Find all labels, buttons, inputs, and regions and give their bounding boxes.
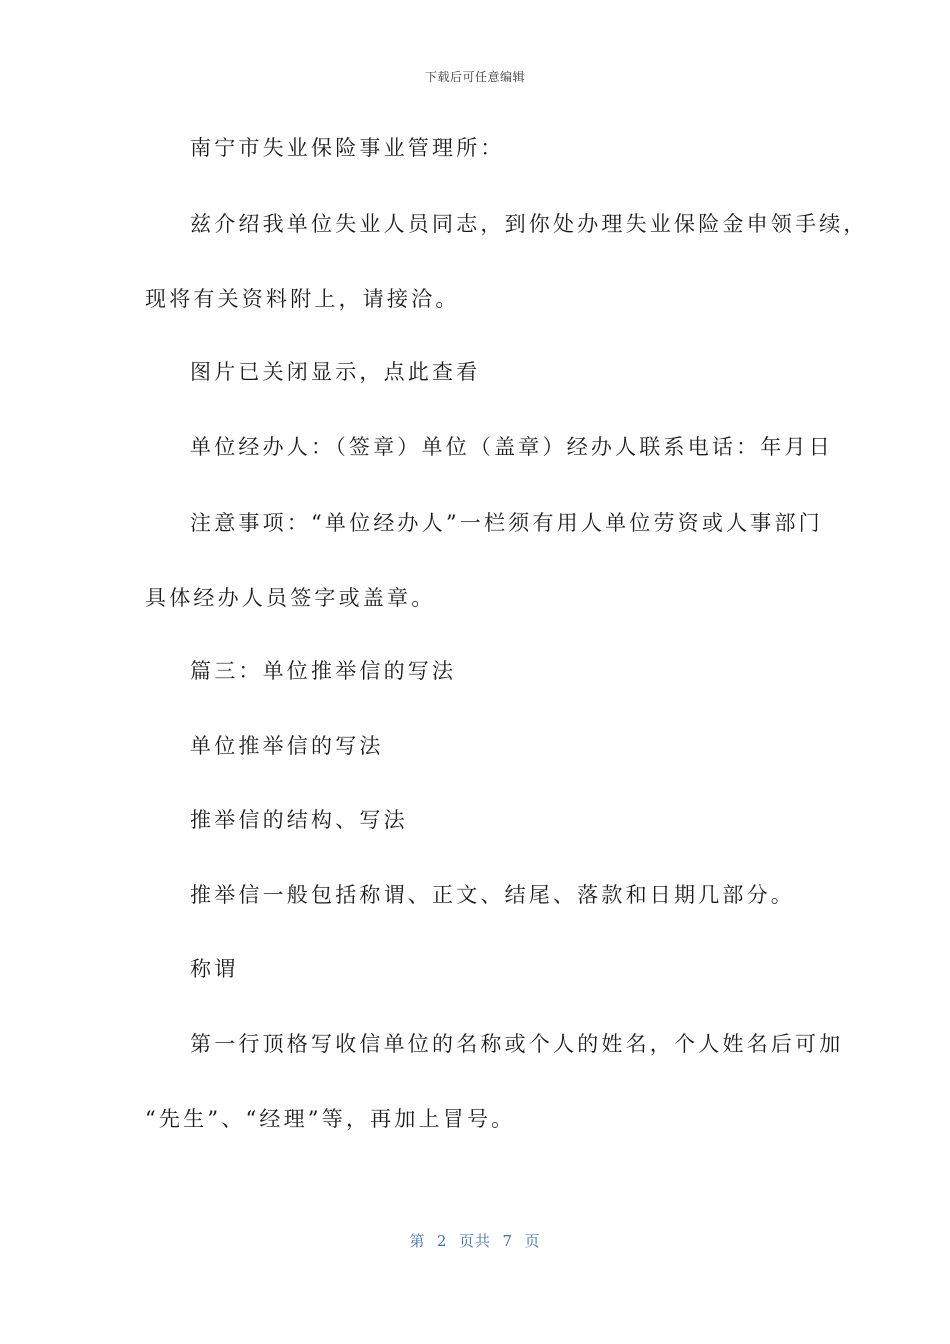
notice-line: 具体经办人员签字或盖章。 bbox=[145, 586, 436, 610]
paragraph-line: 现将有关资料附上，请接洽。 bbox=[145, 287, 460, 311]
header-note: 下载后可任意编辑 bbox=[424, 70, 525, 84]
signature-line: 单位经办人：（签章）单位（盖章）经办人联系电话：年月日 bbox=[190, 435, 833, 459]
paragraph-line: 兹介绍我单位失业人员同志，到你处办理失业保险金申领手续， bbox=[190, 212, 868, 236]
page-number-footer: 第 2 页共 7 页 bbox=[409, 1232, 541, 1250]
paragraph-line: “先生”、“经理”等，再加上冒号。 bbox=[145, 1107, 516, 1131]
section-subheading: 单位推举信的写法 bbox=[190, 734, 384, 758]
section-heading: 篇三：单位推举信的写法 bbox=[190, 659, 457, 683]
paragraph-line: 第一行顶格写收信单位的名称或个人的姓名，个人姓名后可加 bbox=[190, 1032, 844, 1056]
image-hidden-link[interactable]: 图片已关闭显示，点此查看 bbox=[190, 360, 481, 384]
notice-line: 注意事项：“单位经办人”一栏须有用人单位劳资或人事部门 bbox=[190, 511, 823, 535]
section-subheading: 称谓 bbox=[190, 957, 239, 981]
salutation-line: 南宁市失业保险事业管理所： bbox=[190, 136, 505, 160]
section-subheading: 推举信的结构、写法 bbox=[190, 808, 408, 832]
paragraph-line: 推举信一般包括称谓、正文、结尾、落款和日期几部分。 bbox=[190, 883, 795, 907]
